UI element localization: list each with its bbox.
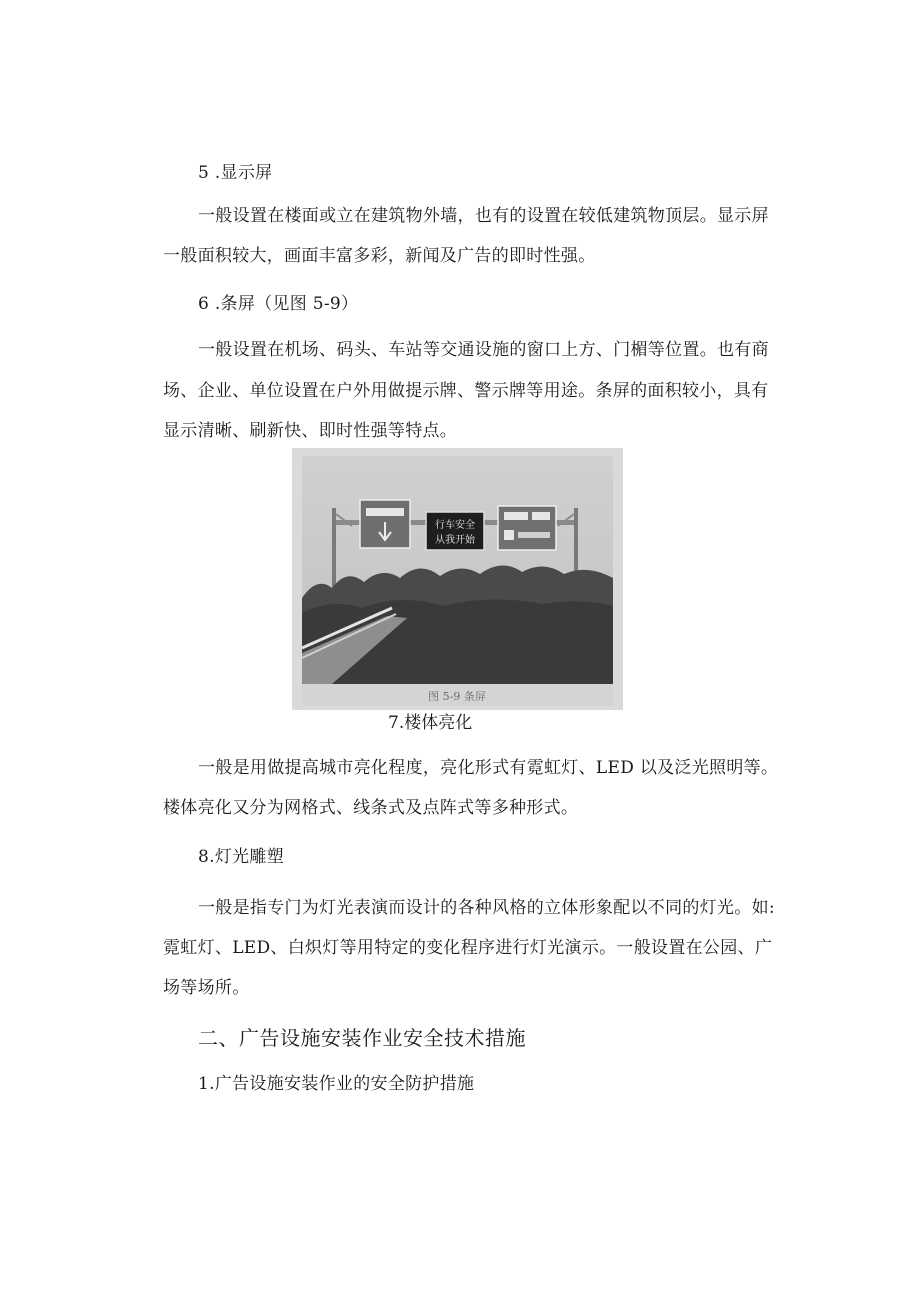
paragraph-line: 显示清晰、刷新快、即时性强等特点。 [163,421,458,441]
figure-5-9-photo [292,448,623,710]
paragraph-line: 一般设置在机场、码头、车站等交通设施的窗口上方、门楣等位置。也有商 [198,340,769,360]
paragraph-line: 一般是用做提高城市亮化程度，亮化形式有霓虹灯、LED 以及泛光照明等。 [198,758,779,778]
paragraph-line: 一般是指专门为灯光表演而设计的各种风格的立体形象配以不同的灯光。如: [198,898,775,918]
led-screen-text-line-1: 行车安全 [435,520,475,531]
paragraph-line: 霓虹灯、LED、白炽灯等用特定的变化程序进行灯光演示。一般设置在公园、广 [163,938,773,958]
paragraph-line: 楼体亮化又分为网格式、线条式及点阵式等多种形式。 [163,798,579,818]
paragraph-line: 一般设置在楼面或立在建筑物外墙，也有的设置在较低建筑物顶层。显示屏 [198,206,769,226]
led-screen-text-line-2: 从我开始 [435,535,475,546]
figure-caption: 图 5-9 条屏 [428,690,486,703]
section-heading-5: 5 .显示屏 [198,163,273,183]
highway-gantry-illustration [292,448,623,710]
subsection-heading: 1.广告设施安装作业的安全防护措施 [198,1074,475,1094]
paragraph-line: 场等场所。 [163,978,250,998]
chapter-heading: 二、广告设施安装作业安全技术措施 [198,1026,526,1050]
section-heading-7: 7.楼体亮化 [388,713,473,733]
paragraph-line: 场、企业、单位设置在户外用做提示牌、警示牌等用途。条屏的面积较小，具有 [163,381,769,401]
section-heading-8: 8.灯光雕塑 [198,847,285,867]
section-heading-6: 6 .条屏（见图 5-9） [198,294,359,314]
paragraph-line: 一般面积较大，画面丰富多彩，新闻及广告的即时性强。 [163,246,596,266]
